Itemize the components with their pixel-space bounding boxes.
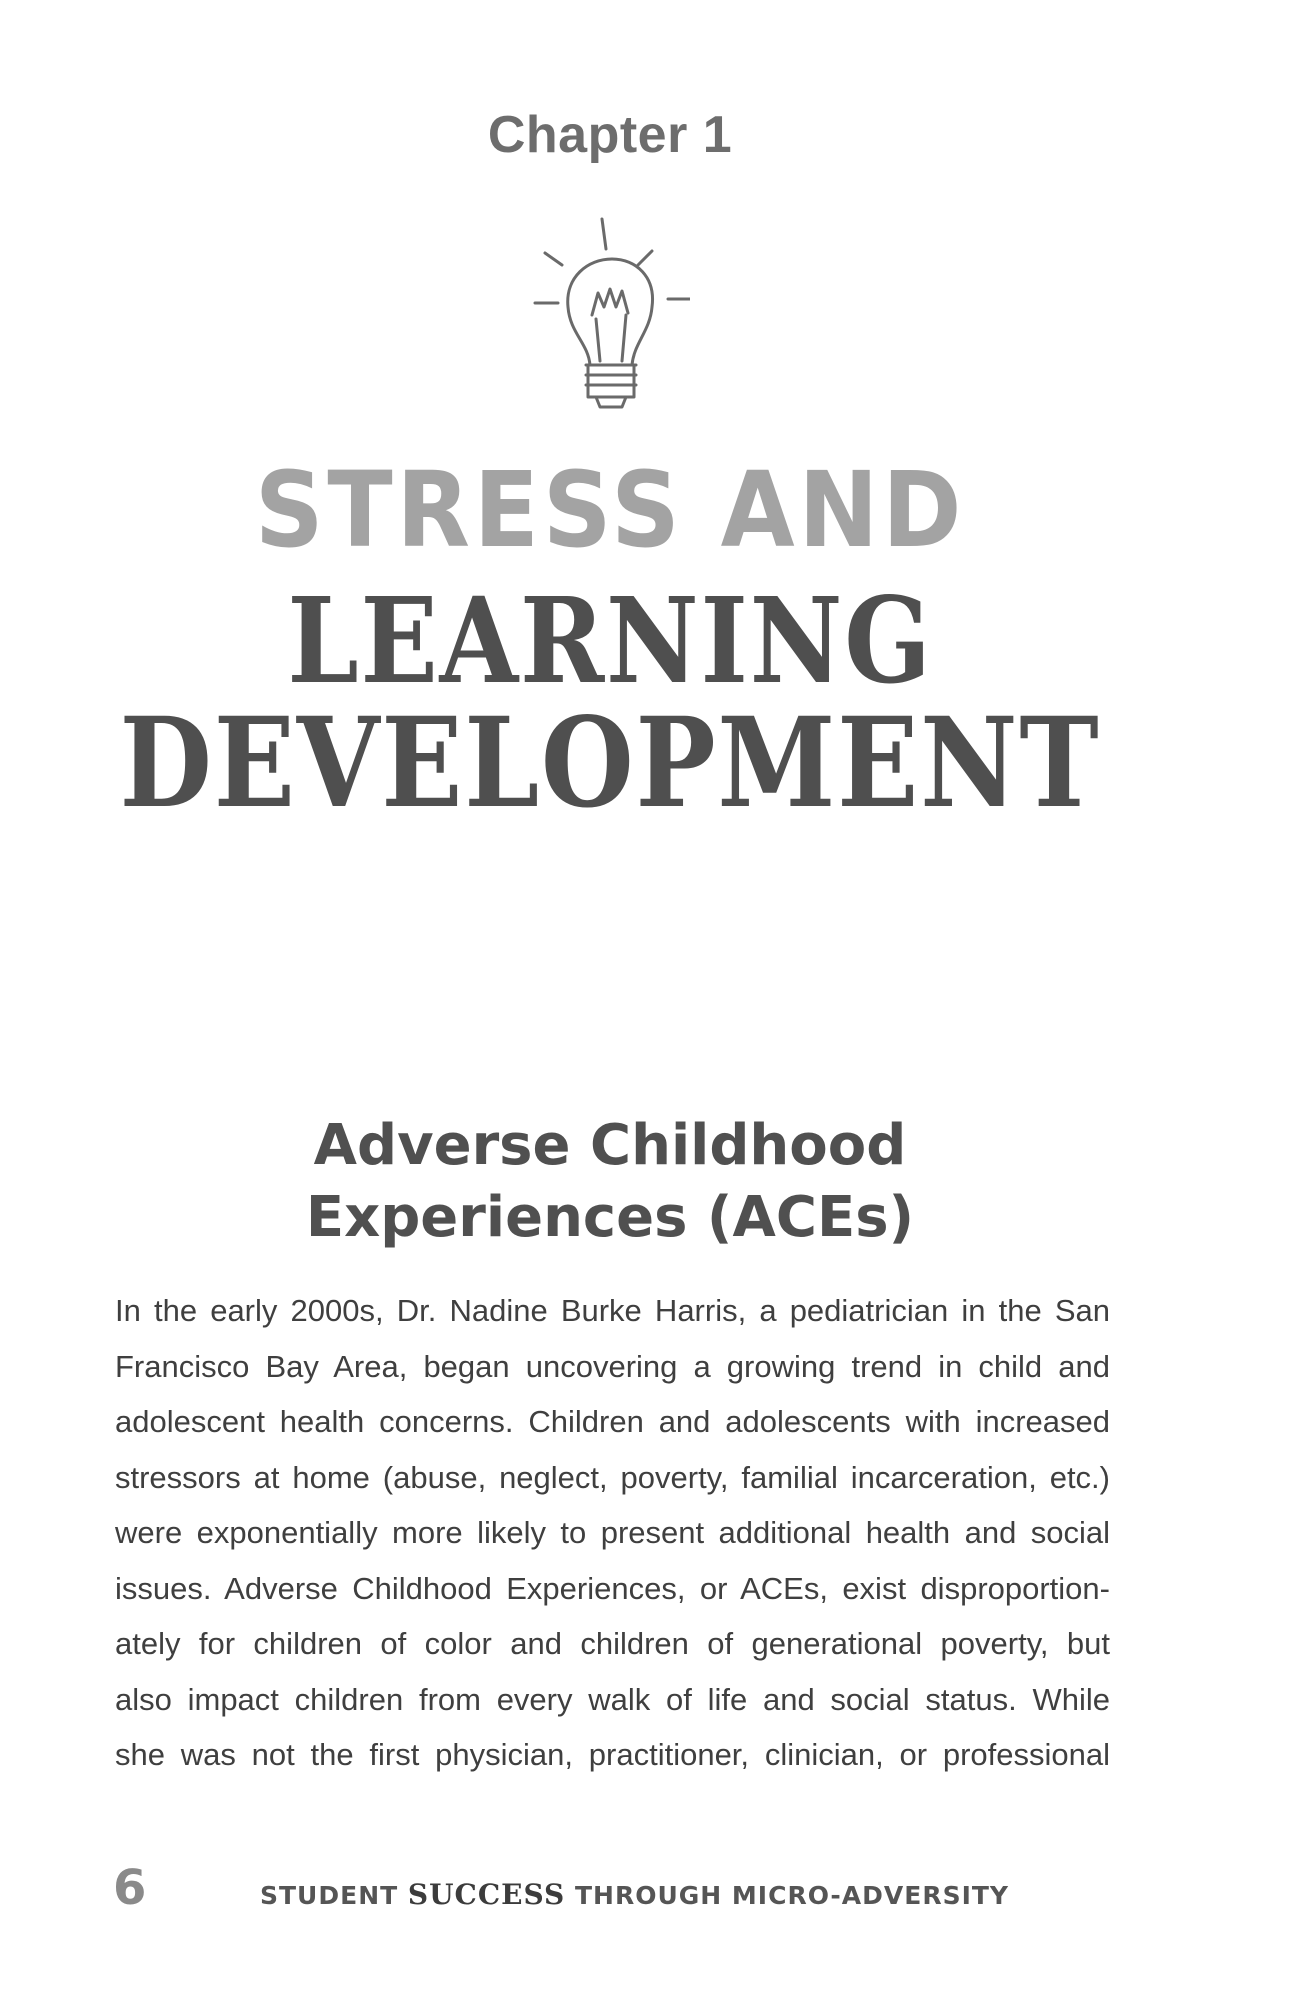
body-line: issues. Adverse Childhood Experiences, or ACEs, exist disproportion-: [115, 1570, 1110, 1606]
section-heading-line-1: Adverse Childhood: [313, 1113, 907, 1178]
section-heading: [0, 1110, 1220, 1254]
body-paragraph: [115, 1283, 1110, 1783]
page-number: 6: [113, 1860, 147, 1916]
running-footer-part-1: STUDENT: [260, 1881, 399, 1910]
body-line: In the early 2000s, Dr. Nadine Burke Harris, a pediatrician in the San: [115, 1293, 1110, 1328]
body-line: ately for children of color and children of generational poverty, but: [115, 1626, 1110, 1661]
running-footer: [260, 1878, 1009, 1911]
chapter-title-line-2: LEARNING: [287, 571, 933, 710]
running-footer-part-3: THROUGH MICRO-ADVERSITY: [575, 1881, 1010, 1910]
body-line: were exponentially more likely to present additional health and social: [115, 1515, 1110, 1550]
section-heading-line-2: Experiences (ACEs): [305, 1185, 915, 1250]
lightbulb-icon: [530, 215, 690, 415]
body-line: adolescent health concerns. Children and adolescents with increased: [115, 1404, 1110, 1439]
body-line: also impact children from every walk of life and social status. While: [115, 1681, 1110, 1717]
chapter-label: Chapter 1: [487, 106, 733, 164]
running-footer-part-2: SUCCESS: [407, 1878, 566, 1911]
body-line: stressors at home (abuse, neglect, poverty, familial incarceration, etc.): [115, 1459, 1110, 1495]
chapter-title-line-3: DEVELOPMENT: [119, 691, 1101, 836]
chapter-title-line-1: STRESS AND: [254, 449, 966, 571]
body-line: Francisco Bay Area, began uncovering a growing trend in child and: [115, 1348, 1110, 1384]
body-line: she was not the first physician, practitioner, clinician, or professional: [115, 1737, 1110, 1772]
